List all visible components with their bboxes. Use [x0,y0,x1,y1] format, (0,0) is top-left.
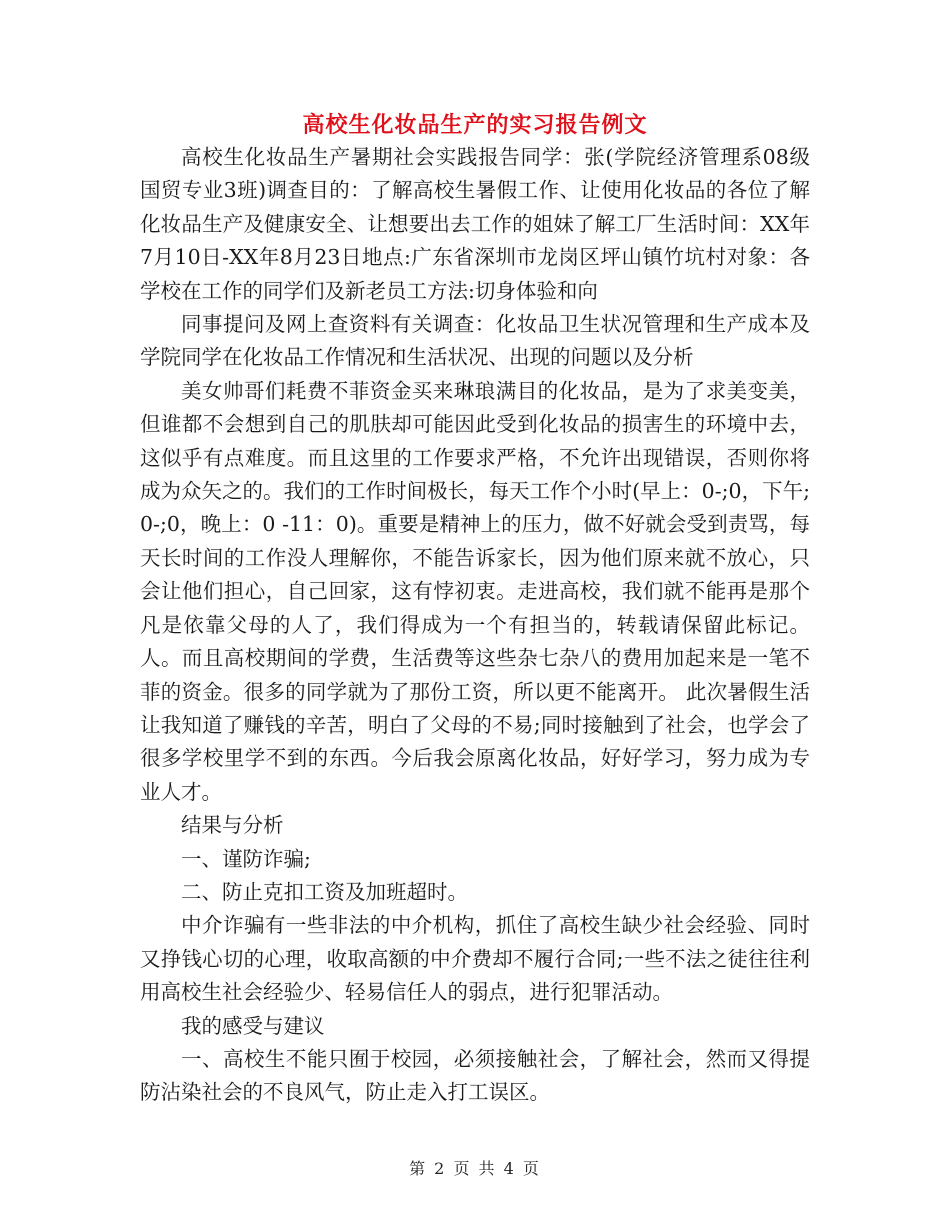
page-number-footer: 第 2 页 共 4 页 [409,1159,541,1178]
paragraph-suggestion: 一、高校生不能只囿于校园，必须接触社会，了解社会，然而又得提防沾染社会的不良风气，防止走入打工误区。 [140,1046,810,1105]
section-heading-feelings: 我的感受与建议 [181,1013,325,1038]
paragraph-intro: 高校生化妆品生产暑期社会实践报告同学：张(学院经济管理系08级 国贸专业3班)调查目的：了解高校生暑假工作、让使用化妆品的各位了解化妆品生产及健康安全、让想要出去工作的姐妹了解工厂生活时间：XX年7月10日-XX年8月23日地点:广东省深圳市龙岗区坪山镇竹坑村对象：各学校在工作的同学们及新老员工方法:切身体验和向 [140,145,810,303]
document-title: 高校生化妆品生产的实习报告例文 [302,113,648,138]
paragraph-agency-fraud: 中介诈骗有一些非法的中介机构，抓住了高校生缺少社会经验、同时又挣钱心切的心理，收取高额的中介费却不履行合同;一些不法之徒往往利用高校生社会经验少、轻易信任人的弱点，进行犯罪活动。 [140,913,810,1005]
document-body [140,141,810,1110]
section-heading-results: 结果与分析 [181,813,284,838]
paragraph-survey: 同事提问及网上查资料有关调查：化妆品卫生状况管理和生产成本及学院同学在化妆品工作情况和生活状况、出现的问题以及分析 [140,312,810,370]
list-item-wages: 二、防止克扣工资及加班超时。 [181,879,468,904]
paragraph-experience: 美女帅哥们耗费不菲资金买来琳琅满目的化妆品，是为了求美变美，但谁都不会想到自己的肌肤却可能因此受到化妆品的损害生的环境中去，这似乎有点难度。而且这里的工作要求严格，不允许出现错误，否则你将成为众矢之的。我们的工作时间极长，每天工作个小时(早上：0-;0，下午;0-;0，晚上：0 -11：0)。重要是精神上的压力，做不好就会受到责骂，每天长时间的工作没人理解你，不能告诉家长，因为他们原来就不放心，只会让他们担心，自己回家，这有悖初衷。走进高校，我们就不能再是那个凡是依靠父母的人了，我们得成为一个有担当的，转载请保留此标记。 人。而且高校期间的学费，生活费等这些杂七杂八的费用加起来是一笔不菲的资金。很多的同学就为了那份工资，所以更不能离开。 此次暑假生活让我知道了赚钱的辛苦，明白了父母的不易;同时接触到了社会，也学会了很多学校里学不到的东西。今后我会原离化妆品，好好学习，努力成为专业人才。 [140,378,810,804]
list-item-fraud: 一、谨防诈骗; [181,846,311,871]
